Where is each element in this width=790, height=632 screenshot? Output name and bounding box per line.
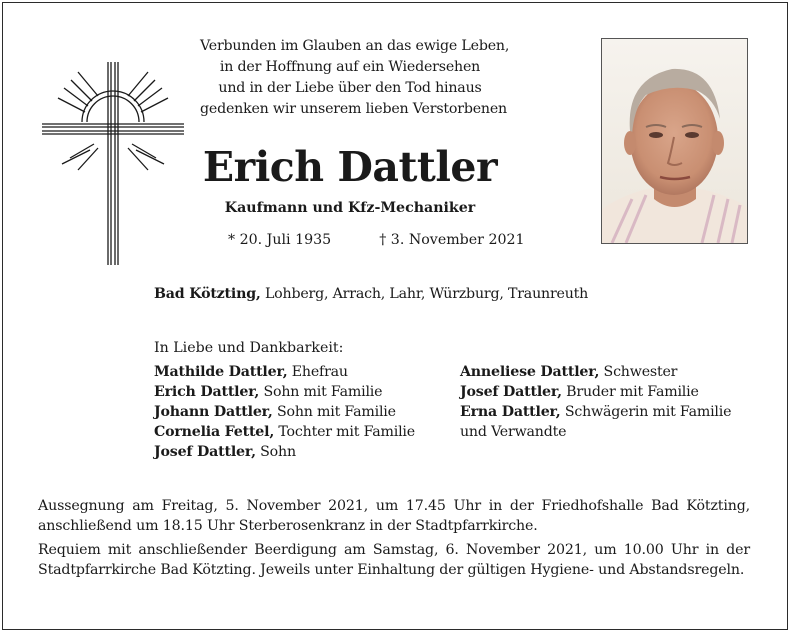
mourner-relation: Schwester [599,364,678,380]
verse-line: in der Hoffnung auf ein Wiedersehen [219,59,481,75]
mourner-entry [154,442,415,462]
mourner-relation: und Verwandte [460,424,567,440]
mourner-entry [154,382,415,402]
birth-date: * 20. Juli 1935 [228,232,332,248]
other-places: Lohberg, Arrach, Lahr, Würzburg, Traunreuth [260,286,589,302]
verse-line: Verbunden im Glauben an das ewige Leben, [200,38,510,54]
mourner-entry [154,362,415,382]
verse-line: und in der Liebe über den Tod hinaus [218,80,482,96]
mourner-relation: Schwägerin mit Familie [560,404,732,420]
mourner-entry [460,362,731,382]
mourner-relation: Sohn [255,444,296,460]
mourner-name: Cornelia Fettel, [154,424,275,440]
main-place: Bad Kötzting, [154,286,261,302]
service-paragraph-requiem: Requiem mit anschließender Beerdigung am Samstag, 6. November 2021, um 10.00 Uhr in der Stadtpfarrkirche Bad Kötzting. Jeweils unter Einhaltung der gültigen Hygiene- und Abstandsregeln. [38,542,750,578]
mourner-name: Josef Dattler, [154,444,256,460]
verse-line: gedenken wir unserem lieben Verstorbenen [200,101,507,117]
memorial-verse [200,36,510,120]
mourner-relation: Tochter mit Familie [274,424,415,440]
life-dates [228,230,548,250]
portrait-photo [601,38,748,244]
service-paragraph-blessing: Aussegnung am Freitag, 5. November 2021, um 17.45 Uhr in der Friedhofshalle Bad Kötzting, anschließend um 18.15 Uhr Sterberosenkranz in der Stadtpfarrkirche. [38,498,750,534]
deceased-profession: Kaufmann und Kfz-Mechaniker [224,200,476,216]
mourner-entry [460,382,731,402]
mourners-intro: In Liebe und Dankbarkeit: [154,340,344,356]
mourner-name: Josef Dattler, [460,384,562,400]
mourner-entry [154,422,415,442]
mourner-relation: Bruder mit Familie [561,384,699,400]
cross-with-rays-icon [38,60,188,270]
mourner-relation: Ehefrau [287,364,348,380]
mourner-entry [460,422,731,442]
mourner-name: Mathilde Dattler, [154,364,288,380]
mourner-entry [460,402,731,422]
mourner-entry [154,402,415,422]
mourner-relation: Sohn mit Familie [272,404,396,420]
mourner-relation: Sohn mit Familie [259,384,383,400]
mourner-name: Anneliese Dattler, [460,364,600,380]
mourners-left-column [154,362,415,462]
deceased-name: Erich Dattler [202,143,498,191]
places-line [154,284,754,304]
death-date: † 3. November 2021 [379,232,525,248]
mourners-right-column [460,362,731,442]
mourner-name: Erna Dattler, [460,404,561,420]
mourner-name: Erich Dattler, [154,384,260,400]
mourner-name: Johann Dattler, [154,404,273,420]
portrait-illustration [602,39,747,243]
